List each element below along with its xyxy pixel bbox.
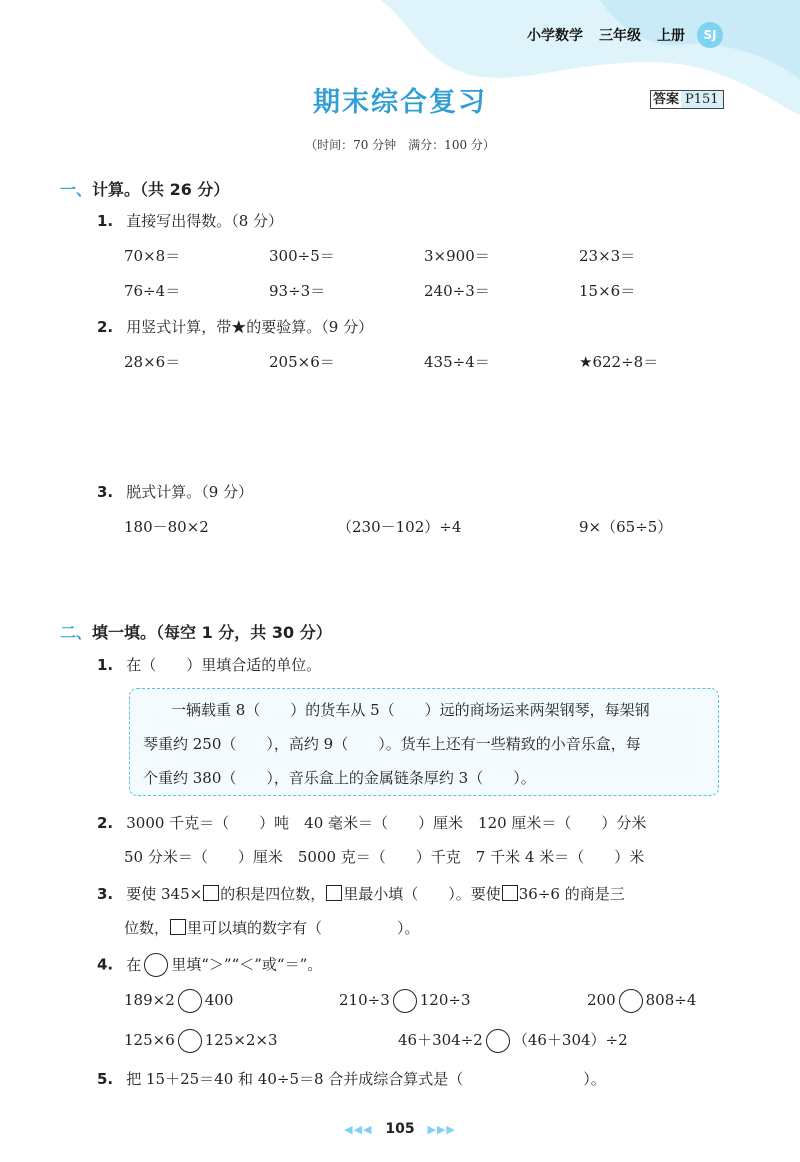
section-1-heading — [60, 177, 229, 200]
s2-q3-text: 位数， — [124, 919, 170, 937]
header-volume: 上册 — [657, 28, 685, 44]
star-icon: ★ — [231, 318, 247, 336]
s2-q3-text: 里可以填的数字有（ ）。 — [187, 919, 420, 937]
section-2-number: 二、 — [60, 623, 93, 642]
compare-item — [587, 989, 696, 1013]
page-title: 期末综合复习 — [313, 87, 487, 118]
s2-q1-number: 1. — [97, 656, 114, 674]
s2-q4-prompt — [97, 953, 322, 977]
expr: 435÷4＝ — [424, 353, 490, 371]
expr: 622÷8＝ — [592, 353, 659, 371]
s1-q1-text: 直接写出得数。（8 分） — [126, 212, 284, 230]
s1-q2-prompt — [97, 316, 373, 337]
expr: 125×6 — [124, 1031, 175, 1049]
square-blank — [203, 885, 219, 901]
expr: 3×900＝ — [424, 247, 490, 265]
s2-q2-text-2: 50 分米＝（ ）厘米 5000 克＝（ ）千克 7 千米 4 米＝（ ）米 — [124, 848, 645, 866]
star-icon: ★ — [579, 353, 593, 371]
s1-q3-prompt — [97, 481, 253, 502]
s1-q2-text-a: 用竖式计算，带 — [126, 318, 232, 336]
right-arrows-icon: ▶▶▶ — [427, 1123, 456, 1136]
compare-circle — [486, 1029, 510, 1053]
expr: 189×2 — [124, 991, 175, 1009]
expr: 300÷5＝ — [269, 247, 335, 265]
box-line: 一辆载重 8（ ）的货车从 5（ ）远的商场运来两架钢琴，每架钢 — [171, 701, 650, 719]
s2-q2-number: 2. — [97, 814, 114, 832]
compare-circle — [178, 1029, 202, 1053]
answer-page: P151 — [681, 91, 723, 108]
s2-q1-prompt — [97, 654, 321, 675]
section-1-title: 计算。（共 26 分） — [92, 180, 230, 199]
expr: 28×6＝ — [124, 353, 181, 371]
s1-q2-number: 2. — [97, 318, 114, 336]
expr: （46＋304）÷2 — [512, 1031, 628, 1049]
header-grade: 三年级 — [599, 28, 641, 44]
expr: 93÷3＝ — [269, 282, 326, 300]
s2-q3-text: 里最小填（ ）。要使 — [343, 885, 501, 903]
section-2-heading — [60, 620, 332, 643]
expr: 9×（65÷5） — [579, 518, 673, 536]
s2-q2-line1 — [97, 812, 646, 833]
box-line: 个重约 380（ ），音乐盒上的金属链条厚约 3（ ）。 — [143, 769, 536, 787]
sj-badge: SJ — [697, 22, 723, 48]
page-number: 105 — [385, 1121, 415, 1137]
compare-circle — [619, 989, 643, 1013]
expr: 200 — [587, 991, 616, 1009]
left-arrows-icon: ◀◀◀ — [344, 1123, 373, 1136]
expr: 205×6＝ — [269, 353, 335, 371]
expr-starred — [579, 351, 658, 372]
answer-label: 答案 — [653, 92, 680, 107]
expr: （230－102）÷4 — [337, 518, 462, 536]
s2-q5-text: 把 15＋25＝40 和 40÷5＝8 合并成综合算式是（ ）。 — [126, 1070, 606, 1088]
s2-q1-text: 在（ ）里填合适的单位。 — [126, 656, 322, 674]
section-1-number: 一、 — [60, 180, 93, 199]
section-2-title: 填一填。（每空 1 分，共 30 分） — [92, 623, 332, 642]
compare-circle — [144, 953, 168, 977]
compare-item — [339, 989, 471, 1013]
square-blank — [326, 885, 342, 901]
s1-q3-text: 脱式计算。（9 分） — [126, 483, 254, 501]
compare-item — [124, 989, 233, 1013]
expr: 120÷3 — [419, 991, 471, 1009]
s2-q3-text: 的积是四位数， — [220, 885, 326, 903]
answer-reference — [650, 90, 724, 109]
compare-item — [398, 1029, 628, 1053]
expr: 125×2×3 — [204, 1031, 278, 1049]
s2-q4-text: 在 — [126, 955, 142, 974]
s2-q3-line1 — [97, 883, 625, 904]
header-subject: 小学数学 — [527, 28, 583, 44]
expr: 240÷3＝ — [424, 282, 490, 300]
s2-q4-number: 4. — [97, 955, 114, 974]
expr: 180－80×2 — [124, 518, 209, 536]
expr: 46＋304÷2 — [398, 1031, 483, 1049]
compare-circle — [178, 989, 202, 1013]
compare-item — [124, 1029, 278, 1053]
s2-q5-number: 5. — [97, 1070, 114, 1088]
time-info: （时间：70 分钟 满分：100 分） — [305, 138, 495, 152]
square-blank — [502, 885, 518, 901]
s1-q1-prompt — [97, 210, 283, 231]
expr: 400 — [204, 991, 234, 1009]
s2-q3-number: 3. — [97, 885, 114, 903]
expr: 76÷4＝ — [124, 282, 181, 300]
s2-q3-line2 — [124, 917, 420, 938]
s1-q2-text-b: 的要验算。（9 分） — [246, 318, 374, 336]
expr: 210÷3 — [339, 991, 390, 1009]
s1-q1-number: 1. — [97, 212, 114, 230]
s1-q3-number: 3. — [97, 483, 114, 501]
s2-q4-text: 里填“＞”“＜”或“＝”。 — [171, 955, 323, 974]
square-blank — [170, 919, 186, 935]
s2-q3-text: 36÷6 的商是三 — [518, 885, 625, 903]
compare-circle — [393, 989, 417, 1013]
s2-q3-text: 要使 345× — [126, 885, 203, 903]
expr: 23×3＝ — [579, 247, 636, 265]
expr: 15×6＝ — [579, 282, 636, 300]
page-footer — [0, 1121, 800, 1137]
s2-q5-prompt — [97, 1068, 606, 1089]
expr: 70×8＝ — [124, 247, 181, 265]
s2-q2-text-1: 3000 千克＝（ ）吨 40 毫米＝（ ）厘米 120 厘米＝（ ）分米 — [126, 814, 647, 832]
box-line: 琴重约 250（ ），高约 9（ ）。货车上还有一些精致的小音乐盒，每 — [143, 735, 641, 753]
expr: 808÷4 — [645, 991, 697, 1009]
